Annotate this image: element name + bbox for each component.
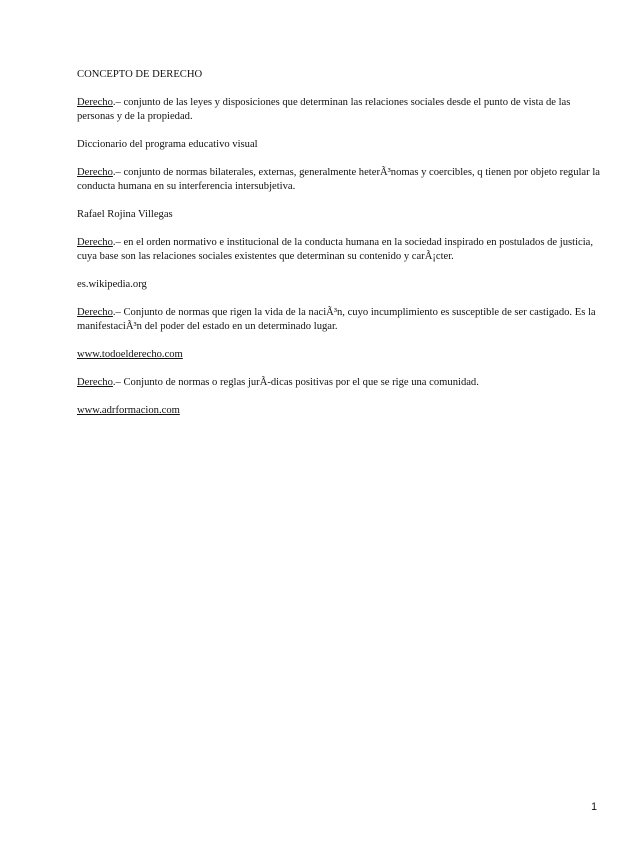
definition-term: Derecho: [77, 167, 113, 178]
definition-text: .– Conjunto de normas que rigen la vida de la naciÃ³n, cuyo incumplimiento es susceptible de ser castigado. Es la manifestaciÃ³n del poder del estado en un determinado lugar.: [77, 307, 596, 332]
definition-text: .– Conjunto de normas o reglas jurÃ-dicas positivas por el que se rige una comunidad.: [112, 377, 479, 388]
source-link[interactable]: www.todoelderecho.com: [77, 349, 183, 360]
definition-term: Derecho: [77, 377, 113, 388]
definition-source: es.wikipedia.org: [77, 279, 147, 290]
definition-paragraph: [77, 236, 602, 264]
definition-text: .– conjunto de normas bilaterales, externas, generalmente heterÃ³nomas y coercibles, q tienen por objeto regular la conducta humana en su interferencia intersubjetiva.: [77, 167, 600, 192]
definition-text: .– conjunto de las leyes y disposiciones que determinan las relaciones sociales desde el punto de vista de las personas y de la propiedad.: [77, 97, 571, 122]
definition-term: Derecho: [77, 237, 113, 248]
definition-source: Diccionario del programa educativo visual: [77, 139, 258, 150]
document-body: [77, 68, 602, 432]
definition-term: Derecho: [77, 97, 113, 108]
definition-source: Rafael Rojina Villegas: [77, 209, 173, 220]
definition-paragraph: [77, 166, 602, 194]
page-number: 1: [591, 801, 597, 813]
definition-text: .– en el orden normativo e institucional de la conducta humana en la sociedad inspirado en postulados de justicia, cuya base son las relaciones sociales existentes que determinan su contenido y carÃ¡cter.: [77, 237, 594, 262]
definition-paragraph: [77, 96, 602, 124]
definition-paragraph: [77, 306, 602, 334]
definition-term: Derecho: [77, 307, 113, 318]
definition-paragraph: [77, 376, 602, 390]
source-link[interactable]: www.adrformacion.com: [77, 405, 180, 416]
page-title: CONCEPTO DE DERECHO: [77, 69, 203, 80]
definition-source-container: [77, 348, 602, 362]
definition-source-container: [77, 404, 602, 418]
